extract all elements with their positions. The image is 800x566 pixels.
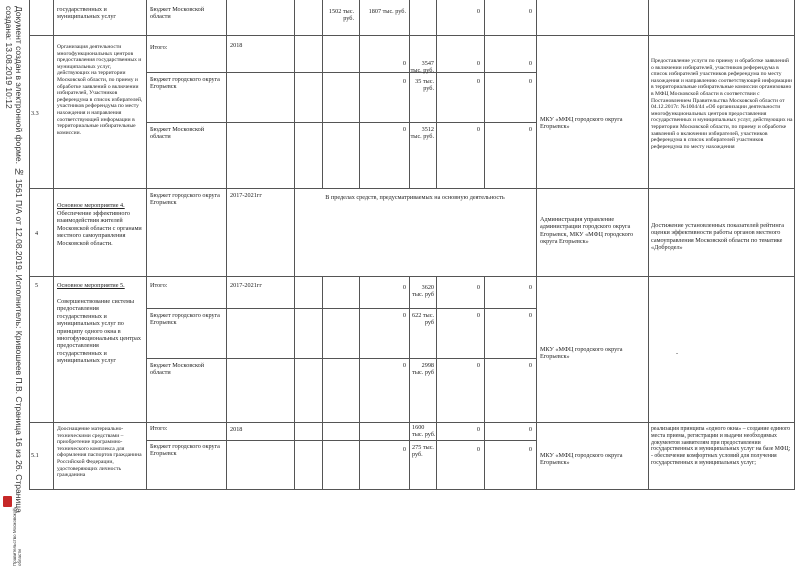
top-zero-2: 0 (528, 8, 532, 15)
row-3-3-zero-b3: 0 (528, 126, 532, 133)
row-3-3-zero-city: 0 (402, 78, 406, 85)
row-3-3-value-total: 3547 тыс. руб. (410, 60, 434, 75)
coat-of-arms-icon (3, 496, 12, 507)
row-5-years: 2017-2021гг (230, 282, 262, 289)
row-5-description: Совершенствование системы предоставления государственных и муниципальных услуг по принципу одного окна в многофункциональных центрах предоставления государственных и муниципальных услуг (57, 298, 141, 365)
row-4-source: Бюджет городского округа Егорьевск (150, 192, 220, 207)
row-5-zero-b1: 0 (528, 284, 532, 291)
row-5-zero-region: 0 (402, 362, 406, 369)
row-5-number: 5 (35, 282, 39, 289)
row-5-result: - (676, 350, 679, 357)
row-5-1-zero-city: 0 (402, 446, 406, 453)
row-3-3-number: 3.3 (31, 110, 39, 117)
row-5-1-zero-b2: 0 (528, 446, 532, 453)
row-3-3-name: Организация деятельности многофункциональных центров предоставления государственных и муниципальных услуг, действующих на территории Московской области, по приему и обработке заявлений о включении избирателей, Участников референдума в список избирателей, участников референдума по месту нахождения и направления соответствующей информации в территориальные избирательные комиссии. (57, 44, 143, 136)
row-3-3-zero-b1: 0 (528, 60, 532, 67)
top-zero-1: 0 (476, 8, 480, 15)
row-4-note: В пределах средств, предусматриваемых на основную деятельность (325, 194, 505, 201)
row-3-3-source-city: Бюджет городского округа Егорьевск (150, 76, 220, 91)
row-5-1-executor: МКУ «МФЦ городского округа Егорьевск» (540, 452, 623, 467)
row-5-zero-a2: 0 (476, 312, 480, 319)
row-5-source-region: Бюджет Московской области (150, 362, 205, 377)
top-amount-2: 1807 тыс. руб. (368, 8, 406, 15)
row-4-number: 4 (35, 230, 39, 237)
row-5-1-source-total: Итого: (150, 425, 168, 432)
row-5-executor: МКУ «МФЦ городского округа Егорьевск» (540, 346, 623, 361)
row-3-3-source-region: Бюджет Московской области (150, 126, 205, 141)
logo-text: Правительство Московской области (12, 508, 22, 566)
row-3-3-zero-a1: 0 (476, 60, 480, 67)
row-4-result: Достижение установленных показателей рейтинга оценки эффективности работы органов местного самоуправления Московской области по тематике «Добродел» (651, 222, 784, 252)
row-5-1-zero-a1: 0 (476, 426, 480, 433)
row-5-zero-a3: 0 (476, 362, 480, 369)
row-5-zero-city: 0 (402, 312, 406, 319)
row-3-3-zero-total: 0 (402, 60, 406, 67)
row-5-zero-total: 0 (402, 284, 406, 291)
program-table (24, 0, 800, 566)
row-5-1-name: Дооснащение материально-техническими средствами – приобретение программно-технического комплекса для оформления паспортов гражданина Российской Федерации, удостоверяющих личность гражданина (57, 426, 142, 479)
row-4-description: Обеспечение эффективного взаимодействия жителей Московской области с органами местного самоуправления Московской области. (57, 210, 142, 247)
row-4-executor: Администрация управление администрации городского округа Егорьевск, МКУ «МФЦ городского округа Егорьевск» (540, 216, 634, 246)
document-sidebar (0, 0, 24, 566)
row-5-1-number: 5.1 (31, 452, 39, 459)
row-3-3-zero-b2: 0 (528, 78, 532, 85)
row-5-zero-b3: 0 (528, 362, 532, 369)
row-3-3-year: 2018 (230, 42, 243, 49)
row-5-1-zero-b1: 0 (528, 426, 532, 433)
row-5-source-city: Бюджет городского округа Егорьевск (150, 312, 220, 327)
row-3-3-zero-a2: 0 (476, 78, 480, 85)
side-note: Документ создан в электронной форме. № 1561 П/А от 12.08.2019. Исполнитель: Кривошеев П.В. Страница 16 из 26. Страница создана: 13.08.2019 10:12 (4, 6, 24, 513)
row-5-1-value-city: 275 тыс. руб. (412, 444, 434, 459)
row-5-source-total: Итого: (150, 282, 168, 289)
row-5-1-value-total: 1600 тыс. руб. (412, 424, 436, 439)
top-funding-source: Бюджет Московской области (150, 6, 205, 21)
row-5-1-result: реализация принципа «одного окна» – создание единого места приема, регистрации и выдачи необходимых документов заявителям при предоставлении государственных и муниципальных услуг на базе МФЦ; - обеспечение комфортных условий для получения государственных и муниципальных услуг; (651, 426, 791, 466)
row-3-3-value-city: 35 тыс. руб. (415, 78, 434, 93)
row-5-1-zero-a2: 0 (476, 446, 480, 453)
row-5-title: Основное мероприятие 5. (57, 282, 125, 289)
row-5-zero-b2: 0 (528, 312, 532, 319)
row-5-value-region: 2998 тыс. руб (412, 362, 434, 377)
top-event-name: государственных и муниципальных услуг (57, 6, 116, 21)
row-5-1-source-city: Бюджет городского округа Егорьевск (150, 443, 220, 458)
row-5-value-city: 622 тыс. руб (412, 312, 434, 327)
row-5-value-total: 3620 тыс. руб (412, 284, 434, 299)
row-4-years: 2017-2021гг (230, 192, 262, 199)
row-3-3-zero-region: 0 (402, 126, 406, 133)
row-3-3-result: Предоставление услуги по приему и обработке заявлений о включении избирателей, участников референдума в список избирателей участников референдума по месту нахождения и направлению соответствующей информации в территориальные избирательные комиссии организовано в МФЦ Московской области в соответствии с Постановлением Правительства Московской области от 04.12.2017г. №1004/44 «Об организации деятельности многофункциональных центров предоставления государственных и муниципальных услуг, действующих на территории Московской области, по приему и обработке заявлений о включении избирателей, участников референдума в список избирателей участников референдума по месту нахождения (651, 58, 793, 150)
row-3-3-executor: МКУ «МФЦ городского округа Егорьевск» (540, 116, 623, 131)
row-3-3-zero-a3: 0 (476, 126, 480, 133)
top-amount: 1502 тыс. руб. (328, 8, 354, 23)
row-5-1-year: 2018 (230, 426, 243, 433)
row-5-zero-a1: 0 (476, 284, 480, 291)
row-4-title: Основное мероприятие 4. (57, 202, 125, 209)
row-3-3-source-total: Итого: (150, 44, 168, 51)
row-3-3-value-region: 3512 тыс. руб. (410, 126, 434, 141)
